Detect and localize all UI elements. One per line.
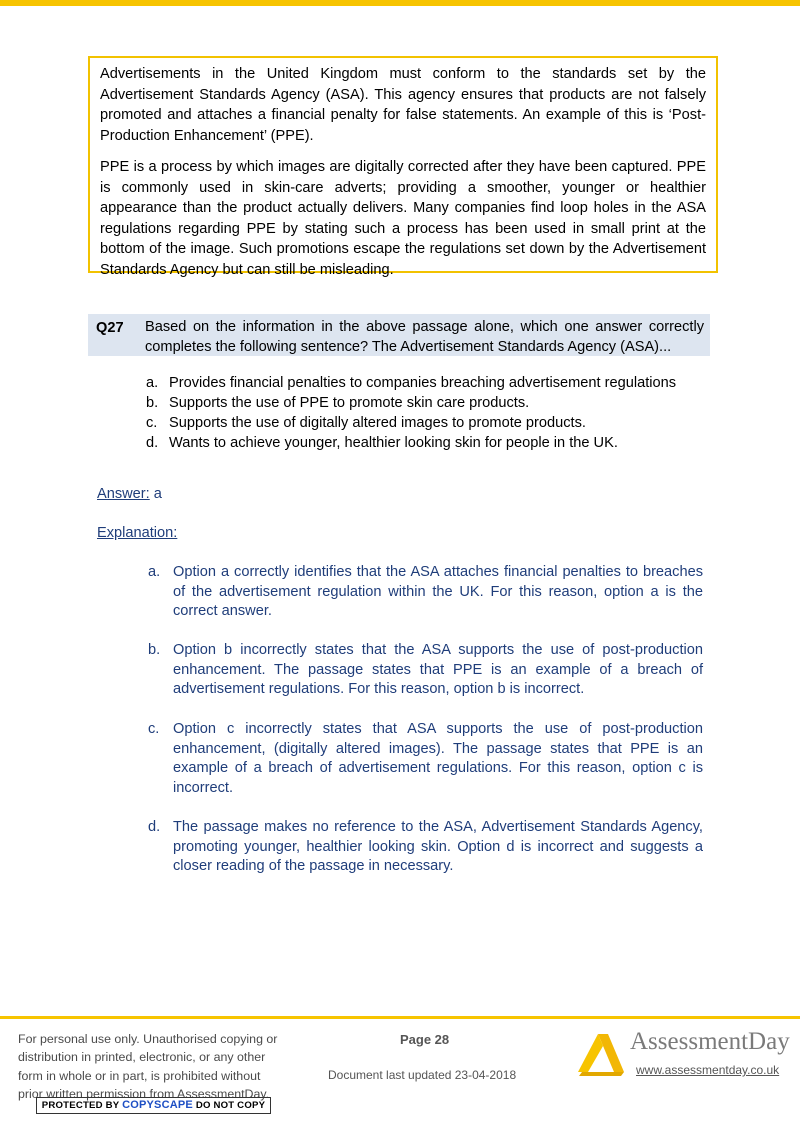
footer-divider	[0, 1016, 800, 1019]
option-d	[146, 433, 706, 453]
answer-label: Answer:	[97, 486, 150, 502]
page-number: Page 28	[400, 1032, 450, 1047]
option-text: Provides financial penalties to companies breaching advertisement regulations	[169, 375, 677, 391]
notice-line: prior written permission from AssessmentDay.	[18, 1087, 270, 1102]
copyscape-brand: COPYSCAPE	[122, 1099, 193, 1111]
option-c	[146, 413, 706, 433]
option-letter: b.	[146, 395, 159, 411]
explanation-text: Option c incorrectly states that ASA supports the use of post-production enhancement, (digitally altered images). The passage states that PPE is an example of a breach of advertisement regulations. For this reason, option c is incorrect.	[173, 721, 703, 796]
option-letter: d.	[146, 435, 159, 451]
website-link[interactable]: www.assessmentday.co.uk	[636, 1063, 780, 1077]
passage-paragraph-2: PPE is a process by which images are digitally corrected after they have been captured. PPE is commonly used in skin-care adverts; providing a smoother, younger or healthier appearance than the product actually delivers. Many companies find loop holes in the ASA regulations regarding PPE by stating such a process has been used in small print at the bottom of the image. Such promotions escape the regulations set down by the Advertisement Standards Agency but can still be misleading.	[100, 159, 706, 278]
option-text: Supports the use of digitally altered images to promote products.	[169, 415, 586, 431]
option-letter: a.	[146, 375, 159, 391]
question-text: Based on the information in the above passage alone, which one answer correctly completes the following sentence? The Advertisement Standards Agency (ASA)...	[145, 319, 704, 355]
question-number: Q27	[96, 320, 124, 336]
notice-line: distribution in printed, electronic, or any other	[18, 1050, 266, 1065]
copyscape-suffix: DO NOT COPY	[195, 1100, 266, 1111]
explanation-item-b	[148, 641, 703, 700]
explanation-item-d	[148, 818, 703, 877]
explanation-item-c	[148, 720, 703, 798]
explanation-title: Explanation:	[97, 525, 178, 541]
answer-value: a	[153, 486, 162, 502]
explanation-text: Option b incorrectly states that the ASA supports the use of post-production enhancement. The passage states that PPE is an example of a breach of advertisement regulations. For this reason, option b is incorrect.	[173, 642, 703, 698]
passage-paragraph-1: Advertisements in the United Kingdom must conform to the standards set by the Advertisement Standards Agency (ASA). This agency ensures that products are not falsely promoted and attaches a financial penalty for false statements. An example of this is ‘Post-Production Enhancement’ (PPE).	[100, 66, 706, 144]
explanation-letter: d.	[148, 819, 161, 835]
notice-line: For personal use only. Unauthorised copying or	[18, 1032, 278, 1046]
question-box	[88, 314, 710, 356]
option-letter: c.	[146, 415, 158, 431]
copyright-notice	[18, 1030, 288, 1104]
option-a	[146, 373, 706, 393]
option-b	[146, 393, 706, 413]
answer-options	[146, 373, 706, 453]
passage-box	[88, 56, 718, 278]
top-accent-bar	[0, 0, 800, 6]
assessmentday-logo-icon	[578, 1032, 626, 1076]
option-text: Wants to achieve younger, healthier looking skin for people in the UK.	[169, 435, 618, 451]
explanation-letter: a.	[148, 564, 161, 580]
answer-line	[97, 484, 162, 504]
notice-line: form in whole or in part, is prohibited without	[18, 1068, 261, 1083]
explanation-letter: c.	[148, 721, 160, 737]
explanation-item-a	[148, 563, 703, 622]
explanation-text: The passage makes no reference to the ASA, Advertisement Standards Agency, promoting younger, healthier looking skin. Option d is incorrect and suggests a closer reading of the passage in necessary.	[173, 819, 703, 875]
explanation-text: Option a correctly identifies that the ASA attaches financial penalties to breaches of the advertisement regulation within the UK. For this reason, option a is the correct answer.	[173, 564, 703, 620]
copyscape-prefix: PROTECTED BY	[41, 1100, 120, 1111]
last-updated: Document last updated 23-04-2018	[328, 1068, 517, 1082]
assessmentday-logo-text: AssessmentDay	[630, 1028, 790, 1055]
option-text: Supports the use of PPE to promote skin care products.	[169, 395, 530, 411]
explanation-letter: b.	[148, 642, 161, 658]
copyscape-badge[interactable]	[36, 1097, 271, 1114]
